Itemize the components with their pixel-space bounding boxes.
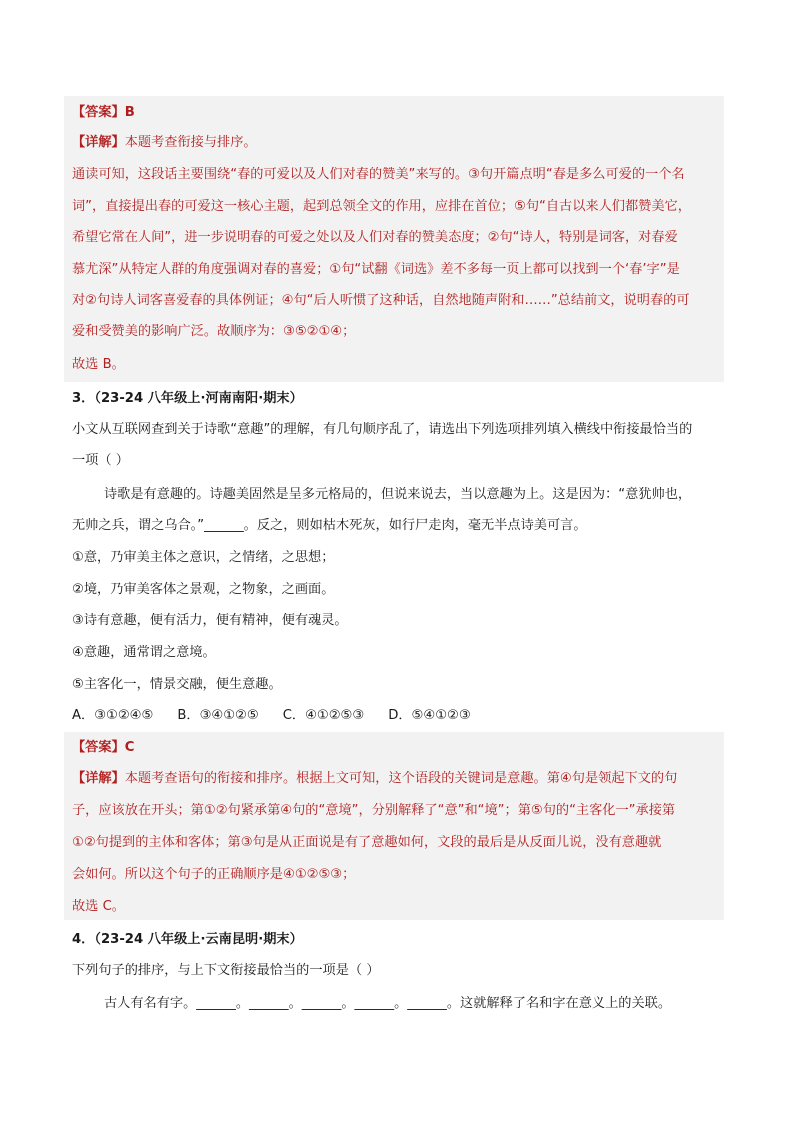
- passage-text: 无帅之兵，谓之乌合。”______。反之，则如枯木死灰，如行尸走肉，毫无半点诗美可言。: [72, 518, 587, 533]
- passage-text: 诗歌是有意趣的。诗趣美固然是呈多元格局的，但说来说去，当以意趣为上。这是因为：“意犹帅也，: [104, 487, 692, 502]
- conclusion-text: 故选 B。: [72, 357, 125, 372]
- detail-label: 【详解】: [72, 771, 125, 786]
- option-b[interactable]: B．③④①②⑤: [177, 708, 259, 723]
- detail-intro: 本题考查衔接与排序。: [124, 135, 257, 150]
- sentence-item: ③诗有意趣，便有活力，便有精神，便有魂灵。: [72, 613, 348, 628]
- option-d[interactable]: D．⑤④①②③: [388, 708, 471, 723]
- sentence-item: ⑤主客化一，情景交融，便生意趣。: [72, 677, 282, 692]
- detail-text: 希望它常在人间”，进一步说明春的可爱之处以及人们对春的赞美态度；②句“诗人，特别是词客，对春爱: [72, 230, 678, 245]
- question-source: （23-24 八年级上·云南昆明·期末）: [94, 932, 303, 947]
- answer-label: 【答案】: [72, 740, 125, 755]
- detail-text: 对②句诗人词客喜爱春的具体例证；④句“后人听惯了这种话，自然地随声附和……”总结前文，说明春的可: [72, 293, 690, 308]
- detail-line-1: [72, 133, 257, 153]
- sentence-item: ②境，乃审美客体之景观，之物象，之画面。: [72, 582, 335, 597]
- answer-line-3: [72, 738, 134, 758]
- detail-text: 本题考查语句的衔接和排序。根据上文可知，这个语段的关键词是意趣。第④句是领起下文的句: [124, 771, 678, 786]
- passage-text: 古人有名有字。______。______。______。______。______。这就解释了名和字在意义上的关联。: [104, 996, 672, 1011]
- question-number: 4．: [72, 932, 95, 947]
- options-row: [72, 706, 495, 726]
- question-3-header: [72, 389, 303, 409]
- answer-value: C: [124, 740, 135, 755]
- question-stem: 一项（ ）: [72, 453, 129, 468]
- option-c[interactable]: C．④①②⑤③: [282, 708, 365, 723]
- detail-text: 子，应该放在开头；第①②句紧承第④句的“意境”，分别解释了“意”和“境”；第⑤句的“主客化一”承接第: [72, 803, 676, 818]
- detail-text: 通读可知，这段话主要围绕“春的可爱以及人们对春的赞美”来写的。③句开篇点明“春是多么可爱的一个名: [72, 167, 685, 182]
- question-4-header: [72, 930, 303, 950]
- option-a[interactable]: A．③①②④⑤: [72, 708, 154, 723]
- detail-text: ①②句提到的主体和客体；第③句是从正面说是有了意趣如何，文段的最后是从反面儿说，没有意趣就: [72, 835, 662, 850]
- answer-label: 【答案】: [72, 105, 125, 120]
- question-number: 3．: [72, 391, 95, 406]
- detail-line-3: [72, 769, 677, 789]
- answer-value: B: [124, 105, 135, 120]
- conclusion-text: 故选 C。: [72, 899, 125, 914]
- detail-label: 【详解】: [72, 135, 125, 150]
- question-source: （23-24 八年级上·河南南阳·期末）: [94, 391, 303, 406]
- detail-text: 词”，直接提出春的可爱这一核心主题，起到总领全文的作用，应排在首位；⑤句“自古以来人们都赞美它，: [72, 199, 691, 214]
- answer-line-1: [72, 103, 135, 123]
- detail-text: 爱和受赞美的影响广泛。故顺序为：③⑤②①④；: [72, 324, 356, 339]
- answer-box-3: [64, 732, 724, 920]
- detail-text: 慕尤深”从特定人群的角度强调对春的喜爱；①句“试翻《词选》差不多每一页上都可以找到一个‘春’字”是: [72, 262, 680, 277]
- sentence-item: ①意，乃审美主体之意识，之情绪，之思想；: [72, 550, 335, 565]
- detail-text: 会如何。所以这个句子的正确顺序是④①②⑤③；: [72, 867, 356, 882]
- sentence-item: ④意趣，通常谓之意境。: [72, 645, 216, 660]
- question-stem: 下列句子的排序，与上下文衔接最恰当的一项是（ ）: [72, 963, 380, 978]
- question-stem: 小文从互联网查到关于诗歌“意趣”的理解，有几句顺序乱了，请选出下列选项排列填入横线中衔接最恰当的: [72, 422, 693, 437]
